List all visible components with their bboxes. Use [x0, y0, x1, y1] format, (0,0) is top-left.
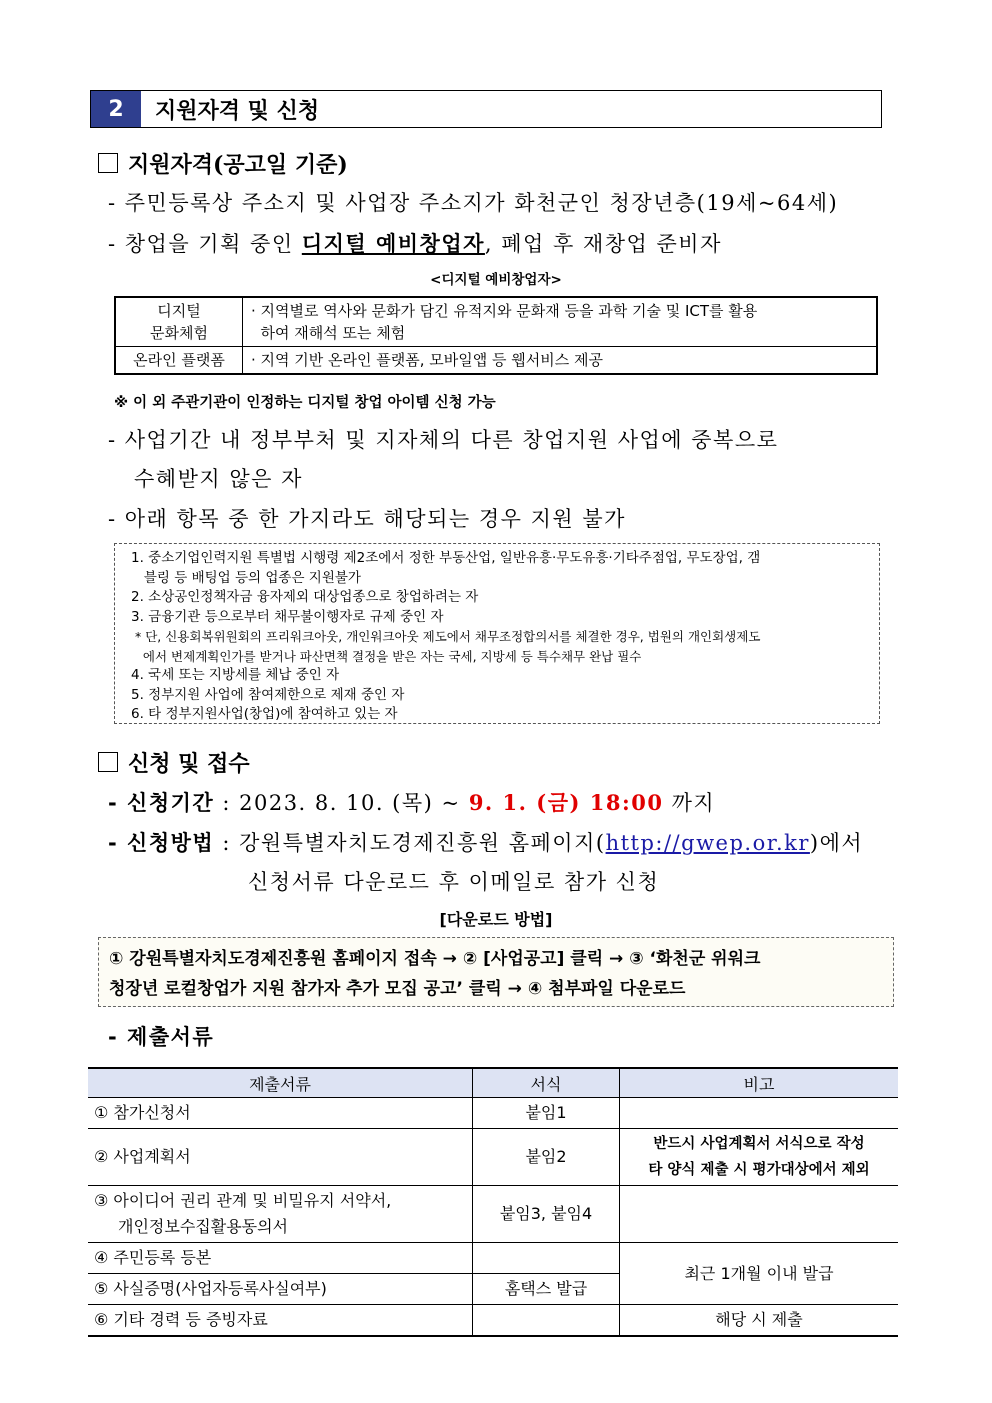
doc-form: 붙임3, 붙임4 — [473, 1186, 620, 1243]
checkbox-square-icon — [98, 153, 118, 173]
doc-form — [473, 1243, 620, 1274]
doc-note: 반드시 사업계획서 서식으로 작성 타 양식 제출 시 평가대상에서 제외 — [620, 1129, 899, 1186]
submission-docs-table — [88, 1067, 898, 1337]
checkbox-square-icon — [98, 752, 118, 772]
doc-name: ① 참가신청서 — [88, 1098, 473, 1129]
doc-name: ⑥ 기타 경력 등 증빙자료 — [88, 1305, 473, 1337]
col-header: 서식 — [473, 1068, 620, 1098]
table-row — [115, 347, 877, 375]
doc-note — [620, 1186, 899, 1243]
digital-startup-emphasis: 디지털 예비창업자 — [301, 232, 485, 256]
category-label: 디지털 문화체험 — [115, 297, 243, 347]
application-method: - 신청방법 : 강원특별자치도경제진흥원 홈페이지(http://gwep.or.kr)에서 — [108, 831, 864, 855]
doc-note: 해당 시 제출 — [620, 1305, 899, 1337]
doc-form: 홈택스 발급 — [473, 1274, 620, 1305]
exclusion-list-box — [114, 543, 880, 724]
download-steps-box — [98, 937, 894, 1007]
table-row — [115, 297, 877, 347]
deadline: 9. 1. (금) 18:00 — [468, 790, 664, 815]
eligibility-item-3: - 사업기간 내 정부부처 및 지자체의 다른 창업지원 사업에 중복으로 — [108, 428, 779, 452]
doc-form — [473, 1305, 620, 1337]
docs-heading: - 제출서류 — [108, 1025, 215, 1049]
section-title: 지원자격 및 신청 — [155, 98, 320, 124]
application-heading: 신청 및 접수 — [98, 747, 250, 778]
application-method-cont: 신청서류 다운로드 후 이메일로 참가 신청 — [248, 870, 660, 894]
doc-note — [620, 1098, 899, 1129]
doc-form: 붙임1 — [473, 1098, 620, 1129]
doc-note: 최근 1개월 이내 발급 — [620, 1243, 899, 1305]
table-row — [88, 1098, 898, 1129]
table-row — [88, 1243, 898, 1274]
download-step-line: ① 강원특별자치도경제진흥원 홈페이지 접속 → ② [사업공고] 클릭 → ③ ‘화천군 위워크 — [109, 949, 761, 969]
category-label: 온라인 플랫폼 — [115, 347, 243, 375]
list-item: 5. 정부지원 사업에 참여제한으로 제재 중인 자 — [131, 686, 405, 703]
note-text: ※ 이 외 주관기관이 인정하는 디지털 창업 아이템 신청 가능 — [114, 395, 496, 411]
download-step-line: 청장년 로컬창업가 지원 참가자 추가 모집 공고’ 클릭 → ④ 첨부파일 다운로드 — [109, 979, 686, 999]
category-desc: · 지역별로 역사와 문화가 담긴 유적지와 문화재 등을 과학 기술 및 ICT를 활용 하여 재해석 또는 체험 — [243, 297, 878, 347]
category-desc: · 지역 기반 온라인 플랫폼, 모바일앱 등 웹서비스 제공 — [243, 347, 878, 375]
table-row — [88, 1305, 898, 1337]
table-header-row — [88, 1068, 898, 1098]
application-period: - 신청기간 : 2023. 8. 10. (목) ~ 9. 1. (금) 18:00 까지 — [108, 790, 716, 815]
list-item: 2. 소상공인정책자금 융자제외 대상업종으로 창업하려는 자 — [131, 589, 479, 605]
list-item: 블링 등 배팅업 등의 업종은 지원불가 — [131, 569, 361, 586]
eligibility-item-4: - 아래 항목 중 한 가지라도 해당되는 경우 지원 불가 — [108, 507, 626, 531]
eligibility-heading: 지원자격(공고일 기준) — [98, 148, 348, 179]
digital-category-table — [114, 296, 878, 375]
digital-table-caption: <디지털 예비창업자> — [430, 272, 562, 288]
doc-name: ④ 주민등록 등본 — [88, 1243, 473, 1274]
list-item: 에서 변제계획인가를 받거나 파산면책 결정을 받은 자는 국세, 지방세 등 특수채무 완납 필수 — [131, 648, 642, 664]
eligibility-item-2: - 창업을 기획 중인 디지털 예비창업자, 폐업 후 재창업 준비자 — [108, 232, 722, 256]
list-item: 1. 중소기업인력지원 특별법 시행령 제2조에서 정한 부동산업, 일반유흥·무도유흥·기타주점업, 무도장업, 갬 — [131, 550, 761, 566]
doc-name: ③ 아이디어 권리 관계 및 비밀유지 서약서, 개인정보수집활용동의서 — [88, 1186, 473, 1243]
section-number: 2 — [91, 91, 147, 127]
doc-name: ⑤ 사실증명(사업자등록사실여부) — [88, 1274, 473, 1305]
eligibility-item-3-cont: 수혜받지 않은 자 — [134, 467, 303, 491]
download-caption: [다운로드 방법] — [439, 910, 553, 929]
website-link[interactable]: http://gwep.or.kr — [605, 831, 810, 855]
eligibility-item-1: - 주민등록상 주소지 및 사업장 주소지가 화천군인 청장년층(19세~64세) — [108, 191, 839, 215]
col-header: 제출서류 — [88, 1068, 473, 1098]
doc-name: ② 사업계획서 — [88, 1129, 473, 1186]
list-item: 6. 타 정부지원사업(창업)에 참여하고 있는 자 — [131, 706, 398, 722]
table-row — [88, 1129, 898, 1186]
list-item: 4. 국세 또는 지방세를 체납 중인 자 — [131, 667, 340, 683]
section-header — [90, 90, 882, 128]
col-header: 비고 — [620, 1068, 899, 1098]
table-row — [88, 1186, 898, 1243]
list-item: 3. 금융기관 등으로부터 채무불이행자로 규제 중인 자 — [131, 608, 444, 625]
list-item: * 단, 신용회복위원회의 프리워크아웃, 개인워크아웃 제도에서 채무조정합의서를 체결한 경우, 법원의 개인회생제도 — [131, 629, 761, 644]
doc-form: 붙임2 — [473, 1129, 620, 1186]
